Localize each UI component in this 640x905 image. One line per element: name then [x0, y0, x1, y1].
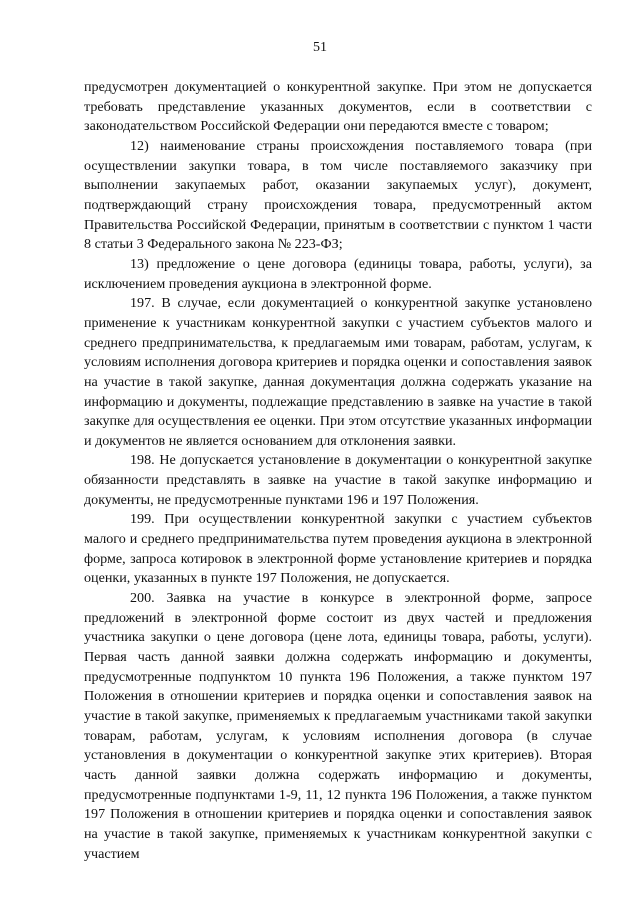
- paragraph-clause-199: 199. При осуществлении конкурентной закупки с участием субъектов малого и среднего предпринимательства путем проведения аукциона в электронной форме, запроса котировок в электронной форме установление критериев и порядка оценки, указанных в пункте 197 Положения, не допускается.: [84, 511, 592, 587]
- page-number: 51: [313, 40, 327, 55]
- document-body: [84, 78, 592, 864]
- paragraph-clause-200: 200. Заявка на участие в конкурсе в электронной форме, запросе предложений в электронной форме состоит из двух частей и предложения участника закупки о цене договора (цене лота, единицы товара, работы, услуги). Первая часть данной заявки должна содержать информацию и документы, предусмотренные подпунктом 10 пункта 196 Положения, а также пунктом 197 Положения в отношении критериев и порядка оценки и сопоставления заявок на участие в такой закупке, применяемых к предлагаемым участниками такой закупки товарам, работам, услугам, к условиям исполнения договора (в случае установления в документации о конкурентной закупке этих критериев). Вторая часть данной заявки должна содержать информацию и документы, предусмотренные подпунктами 1-9, 11, 12 пункта 196 Положения, а также пунктом 197 Положения в отношении критериев и порядка оценки и сопоставления заявок на участие в такой закупке, применяемых к участникам конкурентной закупки с участием: [84, 590, 592, 862]
- paragraph-clause-198: 198. Не допускается установление в документации о конкурентной закупке обязанности представлять в заявке на участие в такой закупке информацию и документы, не предусмотренные пунктами 196 и 197 Положения.: [84, 452, 592, 508]
- paragraph-continuation: предусмотрен документацией о конкурентной закупке. При этом не допускается требовать представление указанных документов, если в соответствии с законодательством Российской Федерации они передаются вместе с товаром;: [84, 79, 592, 135]
- paragraph-clause-197: 197. В случае, если документацией о конкурентной закупке установлено применение к участникам конкурентной закупки с участием субъектов малого и среднего предпринимательства, к предлагаемым ими товарам, работам, услугам, к условиям исполнения договора критериев и порядка оценки и сопоставления заявок на участие в такой закупке, данная документация должна содержать указание на информацию и документы, подлежащие представлению в заявке на участие в такой закупке для осуществления ее оценки. При этом отсутствие указанных информации и документов не является основанием для отклонения заявки.: [84, 295, 592, 449]
- paragraph-item-13: 13) предложение о цене договора (единицы товара, работы, услуги), за исключением проведения аукциона в электронной форме.: [84, 255, 592, 292]
- paragraph-item-12: 12) наименование страны происхождения поставляемого товара (при осуществлении закупки товара, в том числе поставляемого заказчику при выполнении закупаемых работ, оказании закупаемых услуг), документ, подтверждающий страну происхождения товара, предусмотренный актом Правительства Российской Федерации, принятым в соответствии с пунктом 1 части 8 статьи 3 Федерального закона № 223-ФЗ;: [84, 137, 592, 253]
